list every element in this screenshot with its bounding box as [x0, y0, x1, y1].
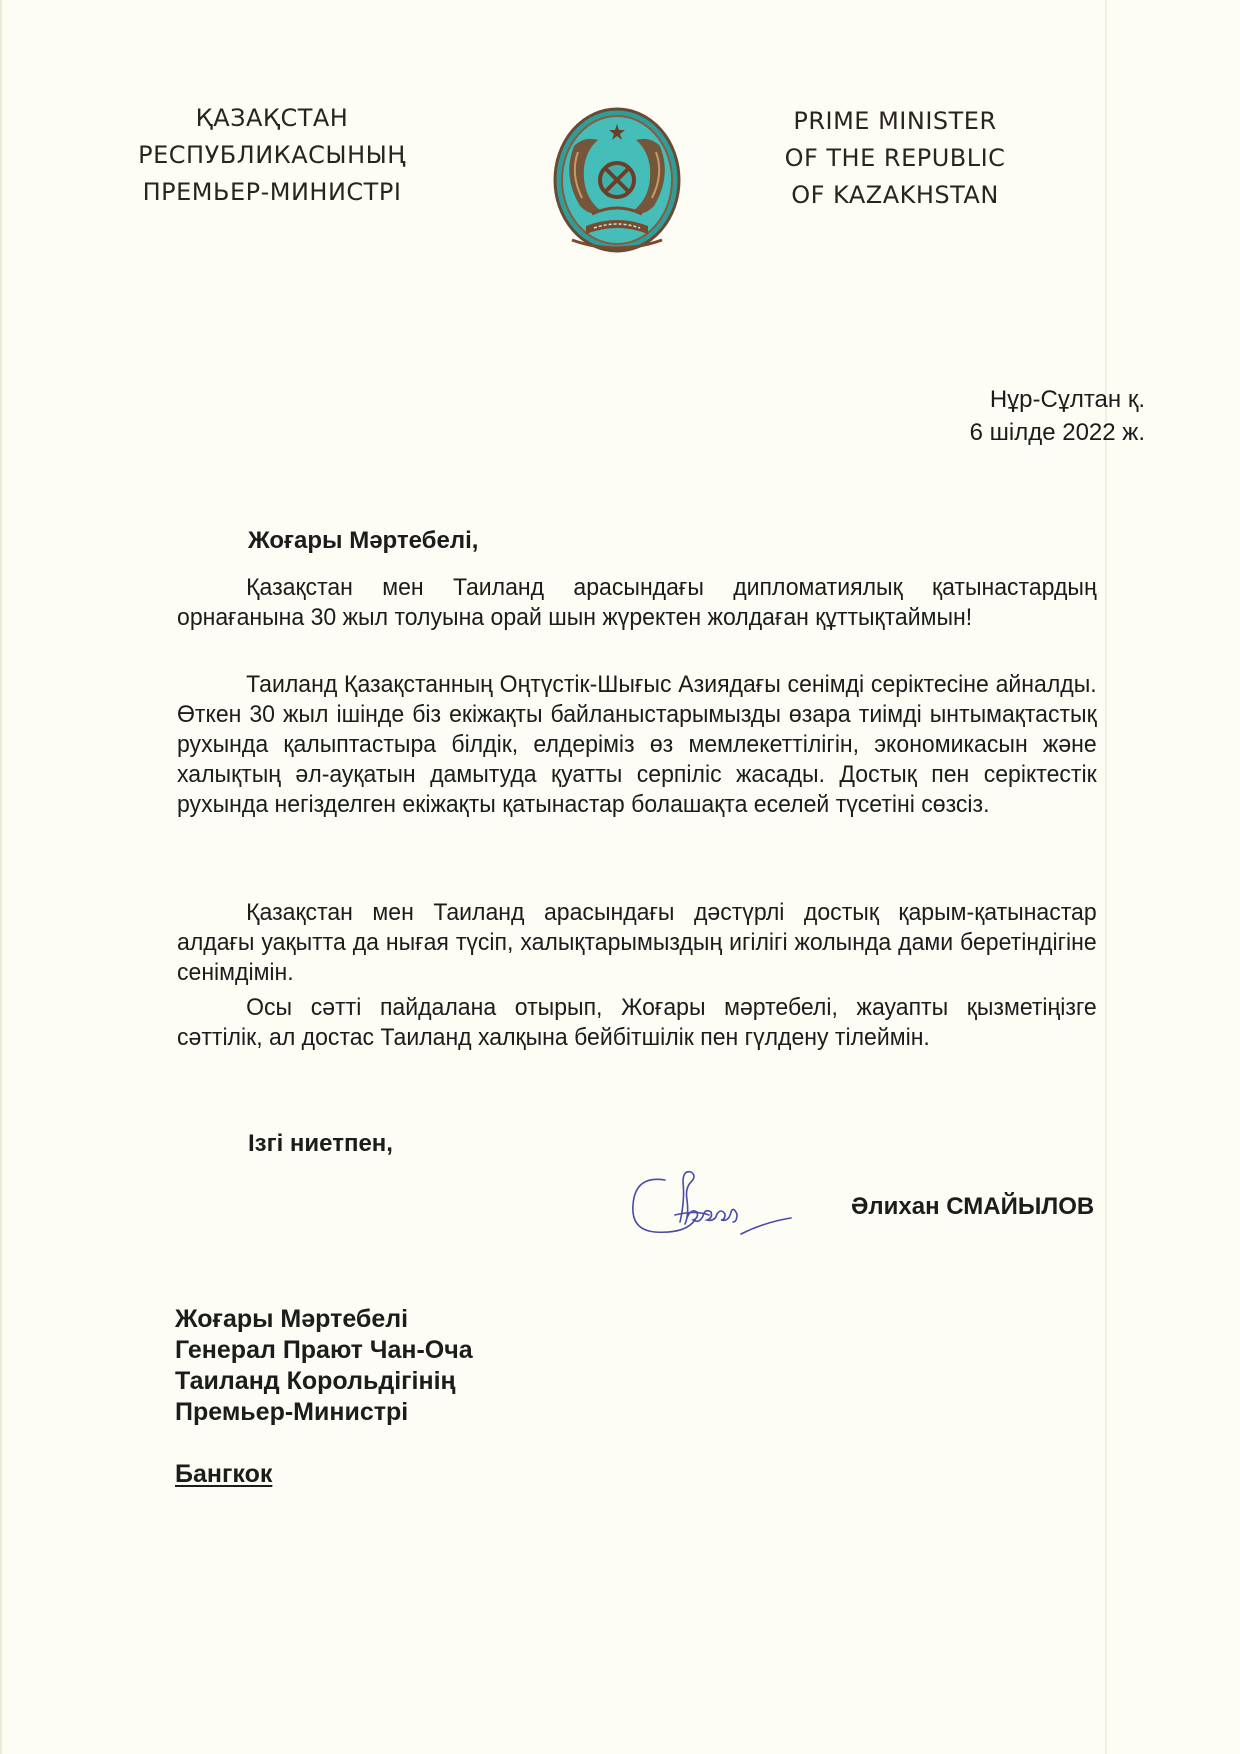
salutation: Жоғары Мәртебелі, — [248, 527, 479, 554]
signer-name: Әлихан СМАЙЫЛОВ — [851, 1193, 1095, 1220]
state-emblem-icon — [552, 106, 682, 254]
page-edge — [0, 0, 2, 1754]
place: Нұр-Сұлтан қ. — [989, 386, 1145, 413]
body-paragraph-4: Осы сәтті пайдалана отырып, Жоғары мәртебелі, жауапты қызметіңізге сәттілік, ал достас Таиланд халқына бейбітшілік пен гүлдену тілеймін. — [177, 994, 1097, 1051]
body-paragraph-1: Қазақстан мен Таиланд арасындағы дипломатиялық қатынастардың орнағанына 30 жыл толуына орай шын жүректен жолдаған құттықтаймын! — [177, 574, 1097, 631]
addressee-block — [175, 1304, 473, 1428]
body-paragraph-3: Қазақстан мен Таиланд арасындағы дәстүрлі достық қарым-қатынастар алдағы уақытта да нығая түсіп, халықтарымыздың игілігі жолында дами беретіндігіне сенімдімін. — [177, 899, 1097, 986]
letterhead-kazakh-line: РЕСПУБЛИКАСЫНЫҢ — [138, 141, 406, 169]
addressee-city: Бангкок — [175, 1460, 273, 1488]
letterhead-kazakh-line: ҚАЗАҚСТАН — [195, 104, 349, 132]
addressee-line: Генерал Прают Чан-Оча — [175, 1336, 473, 1364]
addressee-line: Премьер-Министрі — [175, 1398, 409, 1426]
letterhead-kazakh — [112, 100, 432, 211]
body-paragraph-2: Таиланд Қазақстанның Оңтүстік-Шығыс Азиядағы сенімді серіктесіне айналды. Өткен 30 жыл ішінде біз екіжақты байланыстарымызды өзара тиімді ынтымақтастық рухында қалыптастыра білдік, елдеріміз өз мемлекеттілігін, экономикасын және халықтың әл-ауқатын дамытуда қуатты серпіліс жасады. Достық пен серіктестік рухында негізделген екіжақты қатынастар болашақта еселей түсетіні сөзсіз. — [177, 671, 1097, 818]
letterhead-kazakh-line: ПРЕМЬЕР-МИНИСТРІ — [142, 178, 402, 206]
letterhead-english-line: OF KAZAKHSTAN — [791, 181, 999, 209]
addressee-line: Жоғары Мәртебелі — [175, 1305, 409, 1333]
date: 6 шілде 2022 ж. — [969, 419, 1145, 446]
signature-icon — [625, 1160, 815, 1240]
letterhead-english-line: PRIME MINISTER — [793, 107, 997, 135]
paper-fold-line — [1105, 0, 1107, 1754]
letterhead-english-line: OF THE REPUBLIC — [784, 144, 1006, 172]
place-and-date — [970, 383, 1145, 449]
letterhead-english — [760, 103, 1030, 214]
closing-phrase: Ізгі ниетпен, — [248, 1130, 393, 1157]
addressee-line: Таиланд Корольдігінің — [175, 1367, 456, 1395]
